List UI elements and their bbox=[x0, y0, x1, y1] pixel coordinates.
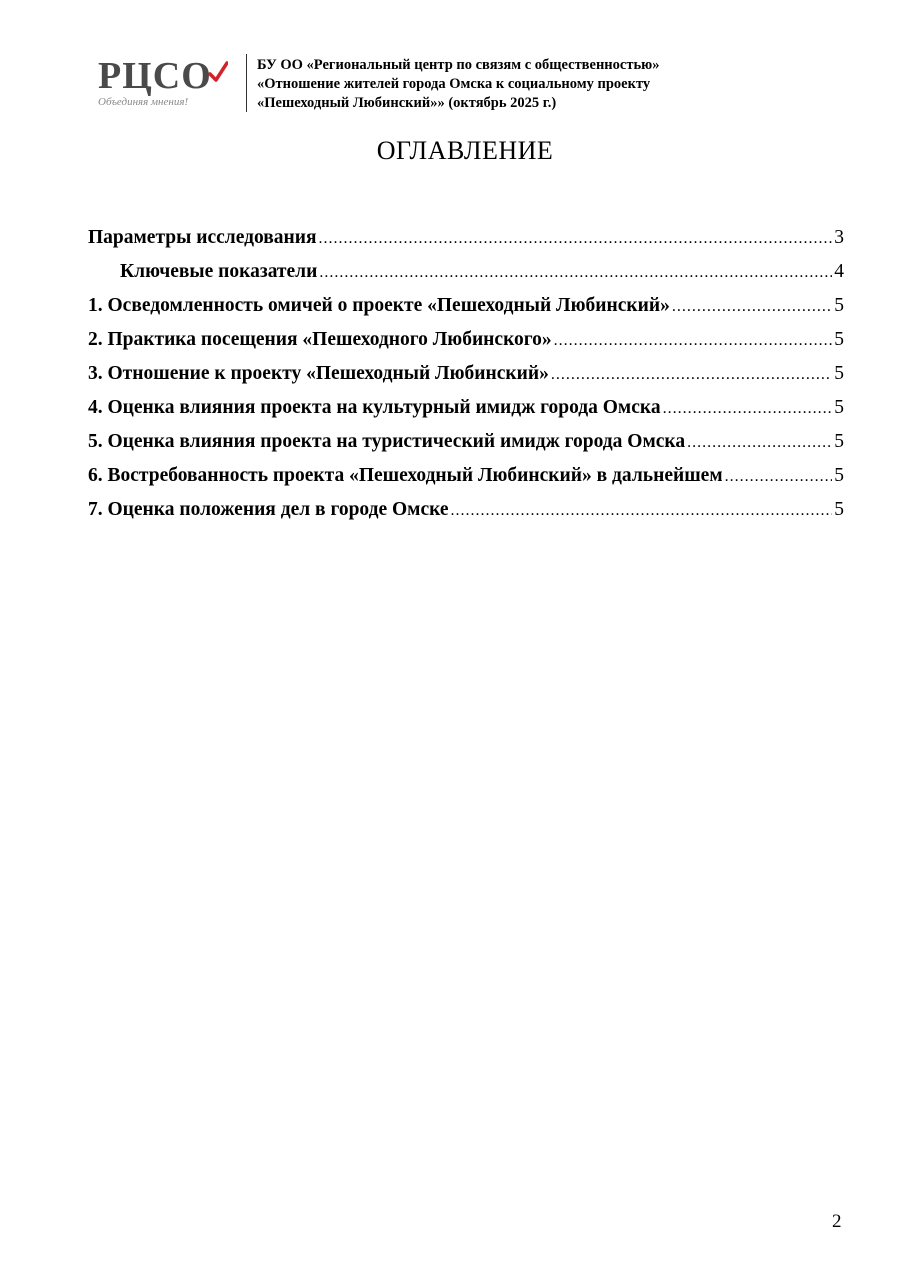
checkmark-icon bbox=[208, 60, 228, 84]
toc-entry-page: 5 bbox=[834, 329, 844, 350]
table-of-contents bbox=[88, 226, 844, 532]
toc-leader-dots bbox=[451, 499, 833, 523]
header-title bbox=[257, 56, 659, 113]
toc-entry-title: Ключевые показатели bbox=[120, 261, 318, 282]
toc-entry[interactable] bbox=[88, 464, 844, 498]
toc-entry-title: Параметры исследования bbox=[88, 227, 317, 248]
toc-entry-page: 5 bbox=[834, 295, 844, 316]
header-line: «Отношение жителей города Омска к социальному проекту bbox=[257, 76, 651, 92]
toc-leader-dots bbox=[663, 397, 833, 421]
toc-leader-dots bbox=[725, 465, 833, 489]
toc-entry-title: 4. Оценка влияния проекта на культурный имидж города Омска bbox=[88, 397, 661, 418]
toc-entry[interactable] bbox=[88, 294, 844, 328]
rcso-logo bbox=[96, 56, 236, 112]
toc-leader-dots bbox=[319, 227, 833, 251]
toc-entry-title: 2. Практика посещения «Пешеходного Любинского» bbox=[88, 329, 552, 350]
toc-entry[interactable] bbox=[88, 328, 844, 362]
toc-entry-title: 7. Оценка положения дел в городе Омске bbox=[88, 499, 449, 520]
logo-text: РЦСО bbox=[98, 55, 212, 97]
toc-entry-page: 5 bbox=[834, 465, 844, 486]
toc-leader-dots bbox=[554, 329, 833, 353]
toc-entry-page: 3 bbox=[834, 227, 844, 248]
toc-entry-page: 4 bbox=[834, 261, 844, 282]
toc-entry-title: 3. Отношение к проекту «Пешеходный Любинский» bbox=[88, 363, 549, 384]
page-number: 2 bbox=[832, 1211, 842, 1232]
document-header bbox=[96, 54, 816, 114]
toc-entry-title: 1. Осведомленность омичей о проекте «Пешеходный Любинский» bbox=[88, 295, 670, 316]
toc-leader-dots bbox=[672, 295, 832, 319]
logo-slogan: Объединяя мнения! bbox=[98, 96, 189, 108]
toc-entry-page: 5 bbox=[834, 431, 844, 452]
toc-entry-title: 5. Оценка влияния проекта на туристический имидж города Омска bbox=[88, 431, 686, 452]
toc-leader-dots bbox=[319, 261, 832, 285]
header-divider bbox=[246, 54, 247, 112]
header-line: БУ ОО «Региональный центр по связям с общественностью» bbox=[257, 57, 660, 73]
toc-entry[interactable] bbox=[88, 498, 844, 532]
toc-entry[interactable] bbox=[88, 396, 844, 430]
toc-title: ОГЛАВЛЕНИЕ bbox=[376, 136, 554, 165]
toc-entry-page: 5 bbox=[834, 499, 844, 520]
toc-entry-page: 5 bbox=[834, 363, 844, 384]
toc-leader-dots bbox=[551, 363, 832, 387]
toc-entry[interactable] bbox=[88, 430, 844, 464]
toc-entry[interactable] bbox=[88, 362, 844, 396]
toc-entry[interactable] bbox=[88, 260, 844, 294]
header-line: «Пешеходный Любинский»» (октябрь 2025 г.) bbox=[257, 95, 557, 111]
toc-entry[interactable] bbox=[88, 226, 844, 260]
toc-entry-page: 5 bbox=[834, 397, 844, 418]
toc-leader-dots bbox=[687, 431, 832, 455]
toc-entry-title: 6. Востребованность проекта «Пешеходный Любинский» в дальнейшем bbox=[88, 465, 723, 486]
